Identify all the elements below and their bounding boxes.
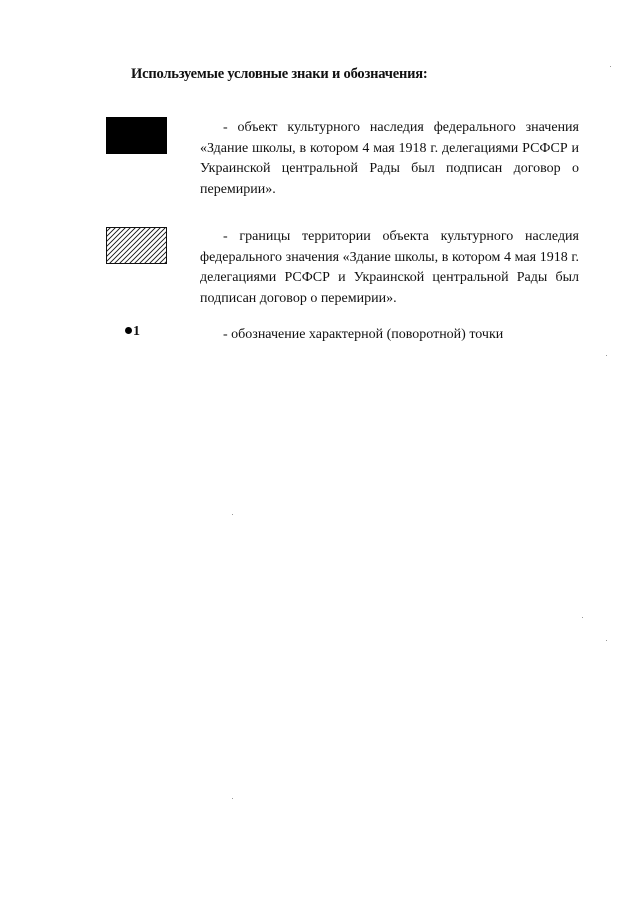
scan-speck: [606, 640, 607, 641]
scan-speck: [606, 355, 607, 356]
hatch-line: [109, 227, 146, 264]
scan-speck: [232, 514, 233, 515]
hatch-line: [119, 227, 156, 264]
legend-symbol-territory-boundaries: [106, 227, 167, 264]
legend-description-cultural-heritage-object: - объект культурного наследия федерального значения «Здание школы, в котором 4 мая 1918 г. делегациями РСФСР и Украинской центральной Рады был подписан договор о перемирии».: [200, 120, 579, 197]
point-dot-icon: [125, 327, 132, 334]
hatch-line: [106, 227, 121, 264]
scan-speck: [232, 798, 233, 799]
legend-description-turning-point: - обозначение характерной (поворотной) точки: [223, 327, 504, 342]
hatch-line: [129, 227, 166, 264]
legend-symbol-turning-point: [125, 323, 140, 341]
legend-heading: Используемые условные знаки и обозначения:: [131, 66, 428, 82]
legend-symbol-cultural-heritage-object: [106, 117, 167, 154]
scan-speck: [610, 66, 611, 67]
hatch-line: [106, 227, 141, 264]
hatch-line: [124, 227, 161, 264]
legend-description-territory-boundaries: - границы территории объекта культурного наследия федерального значения «Здание школы, в котором 4 мая 1918 г. делегациями РСФСР и Украинской центральной Рады был подписан договор о перемирии».: [200, 229, 579, 306]
point-number-label: 1: [133, 324, 140, 339]
scan-speck: [582, 617, 583, 618]
hatch-line: [114, 227, 151, 264]
